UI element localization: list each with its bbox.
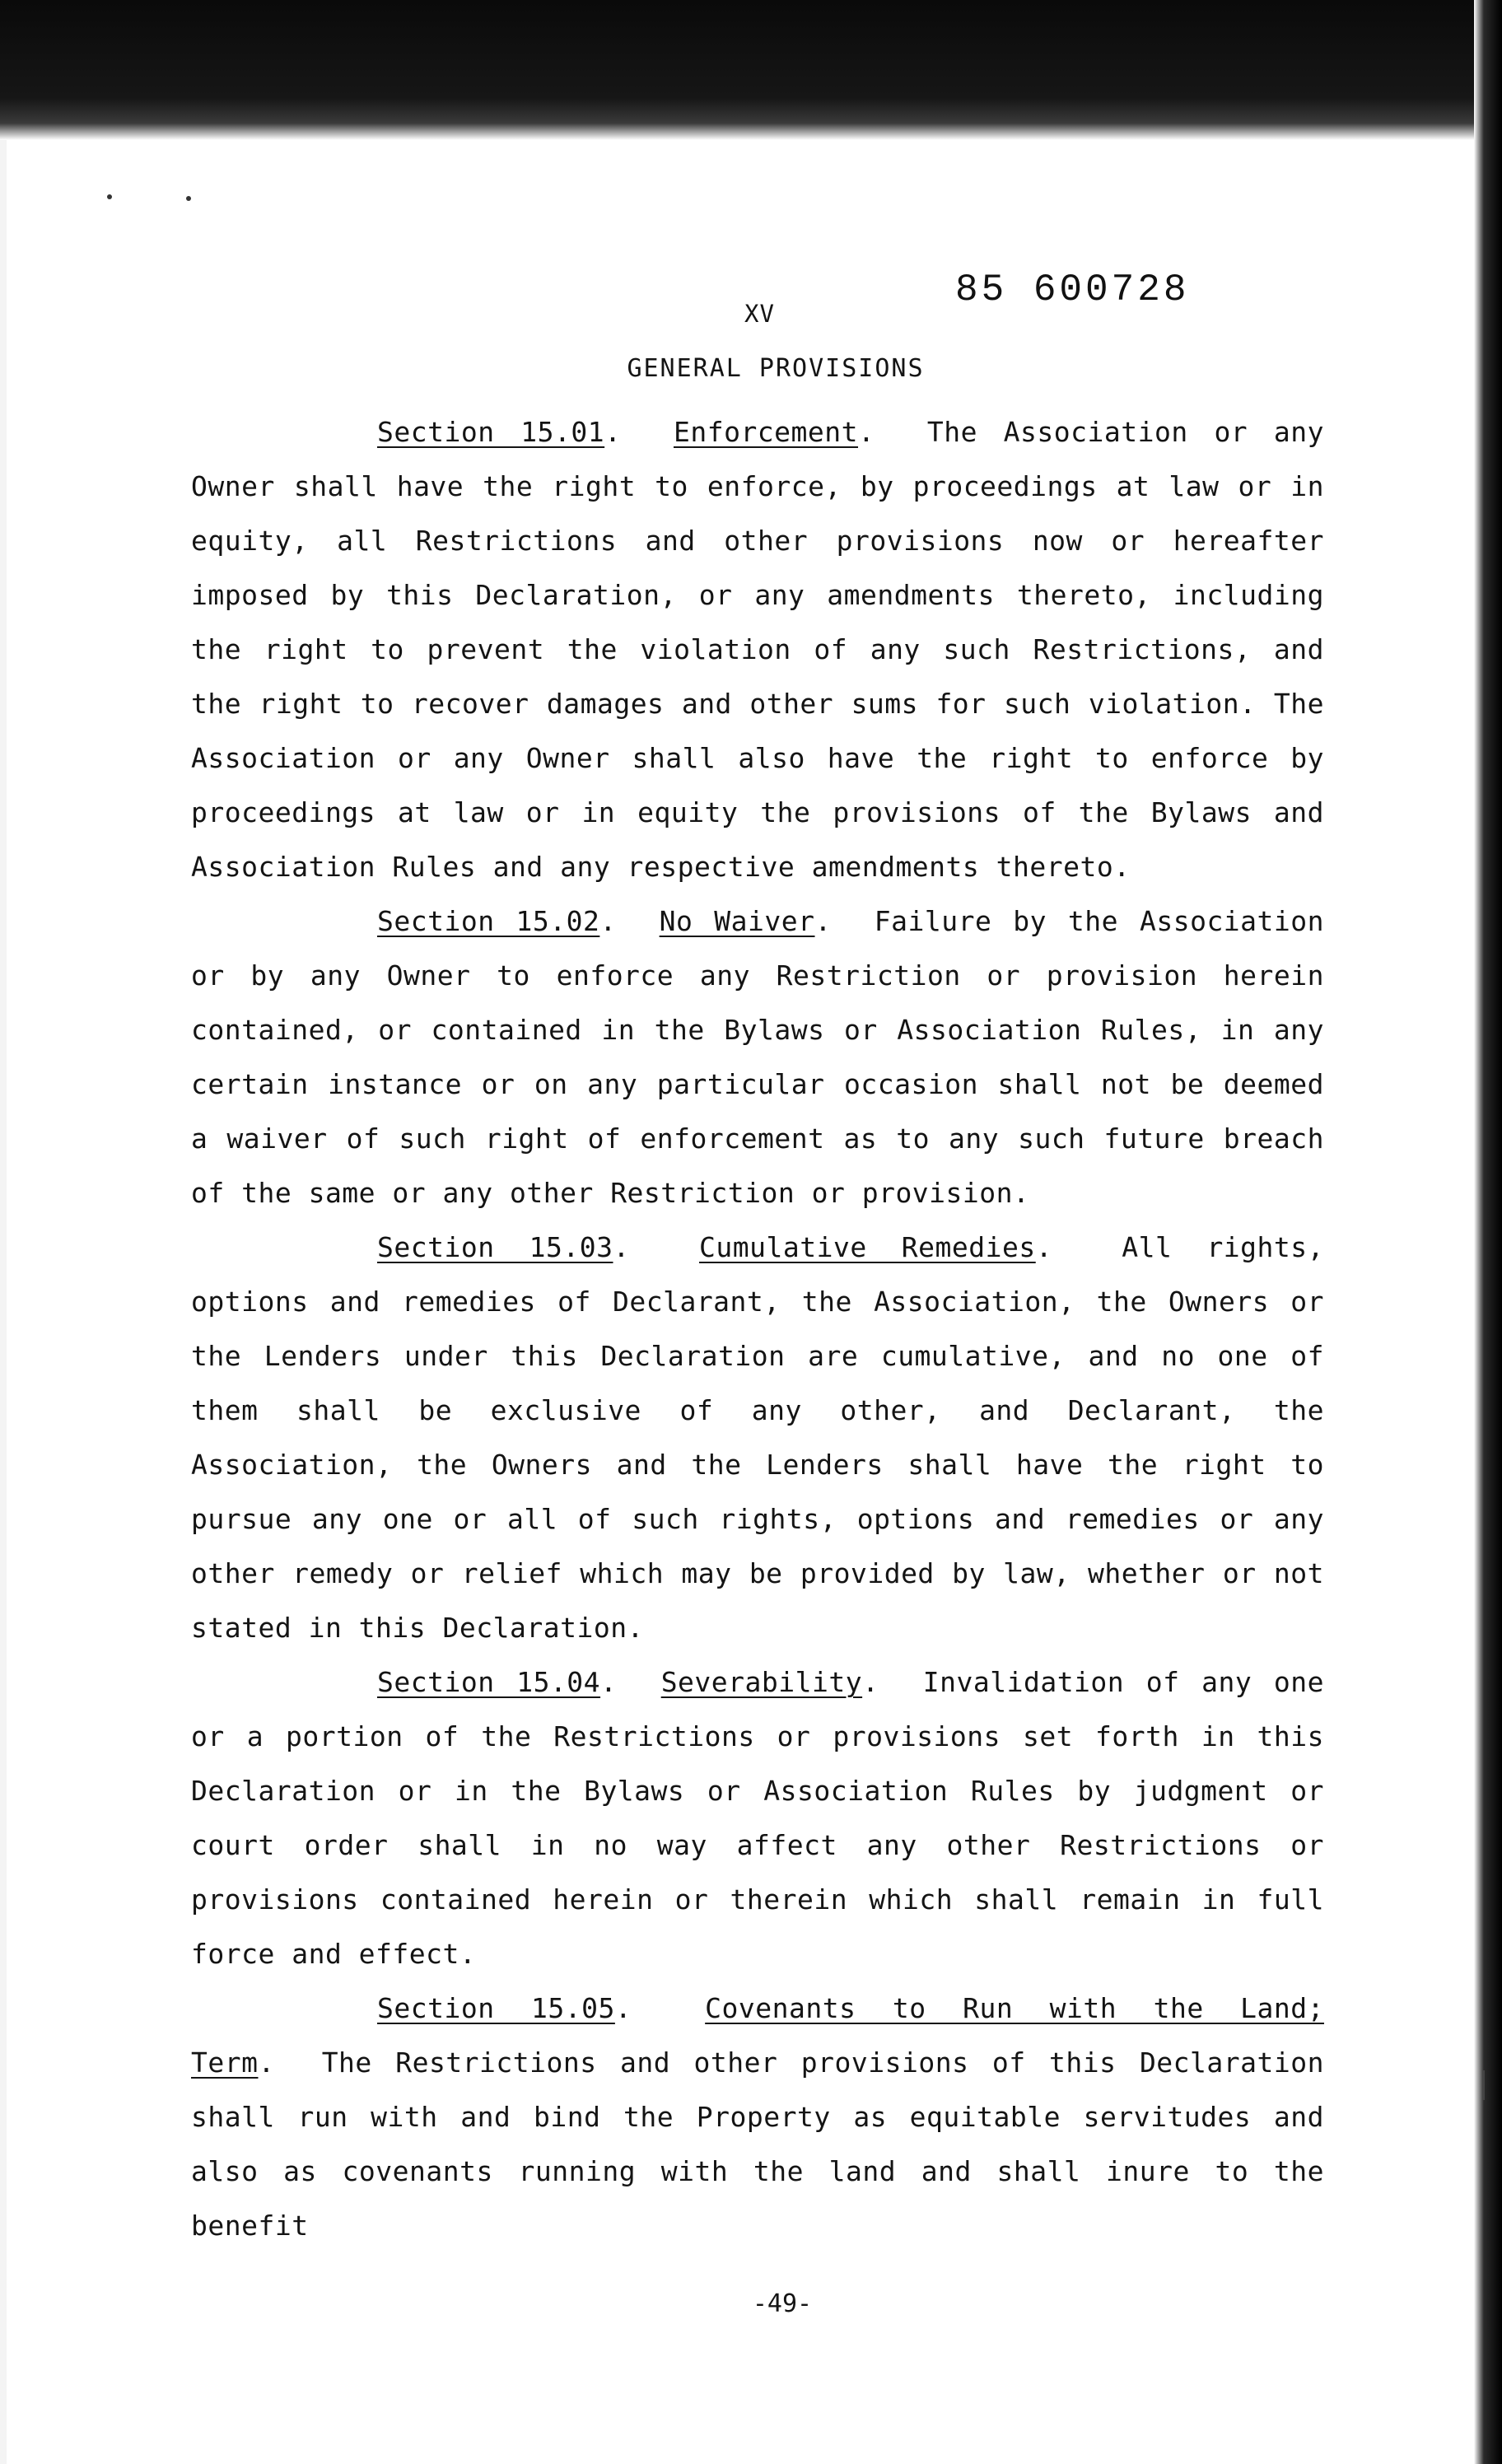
section-paragraph: Section 15.02. No Waiver. Failure by the Association or by any Owner to enforce any Restriction or provision herein contained, or contained in the Bylaws or Association Rules, in any certain instance or on any particular occasion shall not be deemed a waiver of such right of enforcement as to any such future breach of the same or any other Restriction or provision. [191, 905, 1325, 1209]
scan-border-top [0, 0, 1502, 140]
section-number: Section 15.05 [377, 1992, 615, 2024]
article-numeral: XV [744, 300, 775, 328]
document-body [191, 405, 1324, 2253]
section-text: Invalidation of any one or a portion of the Restrictions or provisions set forth in this Declaration or in the Bylaws or Association Rules by judgment or court order shall in no way affect any other Restrictions or provisions contained herein or therein which shall remain in full force and effect. [191, 1666, 1324, 1970]
section-paragraph: Section 15.03. Cumulative Remedies. All rights, options and remedies of Declarant, the Association, the Owners or the Lenders under this Declaration are cumulative, and no one of them shall be exclusive of any other, and Declarant, the Association, the Owners and the Lenders shall have the right to pursue any one or all of such rights, options and remedies or any other remedy or relief which may be provided by law, whether or not stated in this Declaration. [191, 1231, 1325, 1644]
section-number: Section 15.04 [377, 1666, 601, 1698]
section-text: The Association or any Owner shall have the right to enforce, by proceedings at law or in equity, all Restrictions and other provisions now or hereafter imposed by this Declaration, or any amendments thereto, including the right to prevent the violation of any such Restrictions, and the right to recover damages and other sums for such violation. The Association or any Owner shall also have the right to enforce by proceedings at law or in equity the provisions of the Bylaws and Association Rules and any respective amendments thereto. [191, 416, 1325, 883]
section-paragraph: Section 15.05. Covenants to Run with the Land; Term. The Restrictions and other provisions of this Declaration shall run with and bind the Property as equitable servitudes and also as covenants running with the land and shall inure to the benefit [191, 1992, 1324, 2242]
page-title: GENERAL PROVISIONS [627, 354, 925, 383]
section-title: Cumulative Remedies [699, 1231, 1036, 1263]
section-title: Severability [660, 1666, 863, 1698]
section-title: Enforcement [673, 416, 859, 448]
section-text: Failure by the Association or by any Owner to enforce any Restriction or provision herein contained, or contained in the Bylaws or Association Rules, in any certain instance or on any particular occasion shall not be deemed a waiver of such right of enforcement as to any such future breach of the same or any other Restriction or provision. [191, 905, 1325, 1209]
section-text: All rights, options and remedies of Declarant, the Association, the Owners or the Lenders under this Declaration are cumulative, and no one of them shall be exclusive of any other, and Declarant, the Association, the Owners and the Lenders shall have the right to pursue any one or all of such rights, options and remedies or any other remedy or relief which may be provided by law, whether or not stated in this Declaration. [191, 1231, 1325, 1644]
section-text: The Restrictions and other provisions of this Declaration shall run with and bind the Property as equitable servitudes and also as covenants running with the land and shall inure to the benefit [191, 2046, 1324, 2242]
page-number: -49- [752, 2289, 813, 2318]
section-paragraph: Section 15.04. Severability. Invalidation of any one or a portion of the Restrictions or provisions set forth in this Declaration or in the Bylaws or Association Rules by judgment or court order shall in no way affect any other Restrictions or provisions contained herein or therein which shall remain in full force and effect. [191, 1666, 1324, 1970]
scan-speck [107, 194, 112, 199]
section-number: Section 15.01 [377, 416, 605, 448]
section-title: No Waiver [659, 905, 815, 937]
section-number: Section 15.03 [377, 1231, 613, 1263]
scan-speck [186, 196, 191, 201]
section-number: Section 15.02 [377, 905, 600, 937]
margin-mark [1482, 2070, 1485, 2100]
section-paragraph: Section 15.01. Enforcement. The Association or any Owner shall have the right to enforce, by proceedings at law or in equity, all Restrictions and other provisions now or hereafter imposed by this Declaration, or any amendments thereto, including the right to prevent the violation of any such Restrictions, and the right to recover damages and other sums for such violation. The Association or any Owner shall also have the right to enforce by proceedings at law or in equity the provisions of the Bylaws and Association Rules and any respective amendments thereto. [191, 416, 1325, 883]
recording-number: 85 600728 [955, 268, 1190, 311]
section-title: Covenants to Run with the Land; Term [191, 1992, 1324, 2079]
scan-border-left [0, 140, 7, 2464]
